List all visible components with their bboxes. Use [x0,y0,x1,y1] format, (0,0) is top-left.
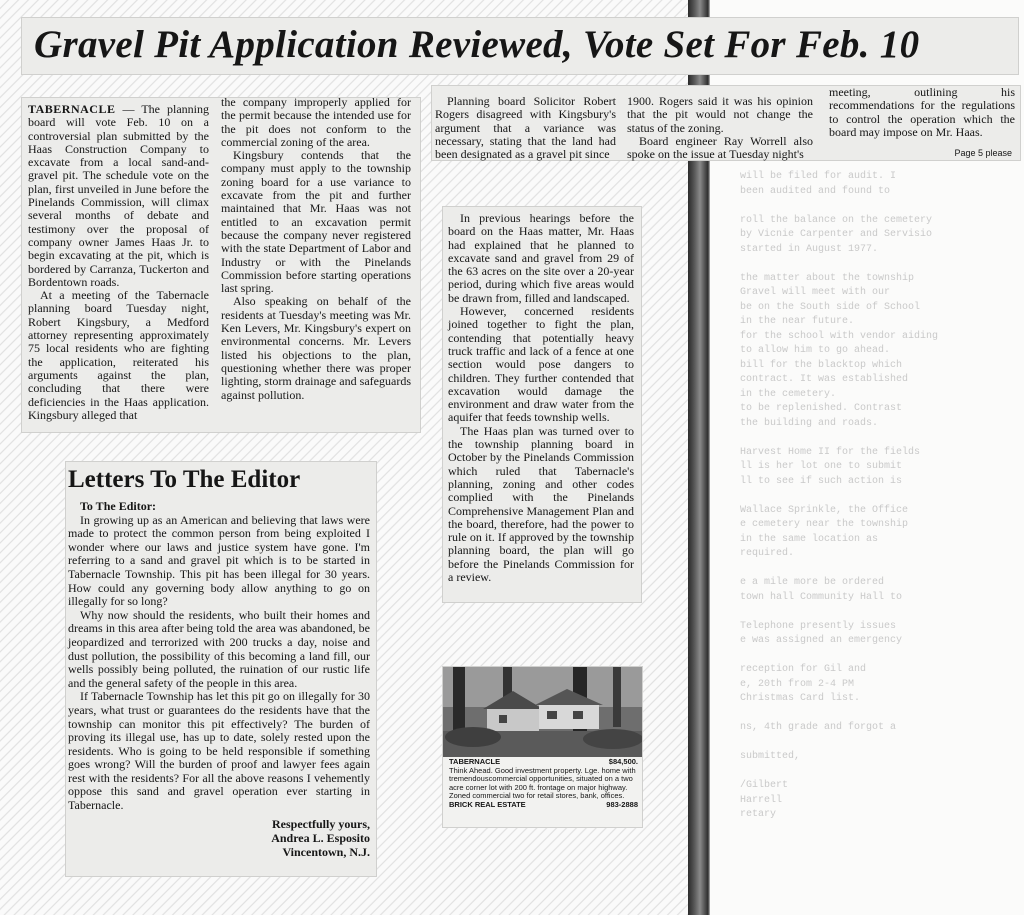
ghost-line: town hall Community Hall to [740,591,903,603]
letter-signature: Andrea L. Esposito [271,830,370,845]
ghost-line: Gravel will meet with our [740,287,891,298]
ad-agency: BRICK REAL ESTATE [449,799,526,809]
continuation-para-3: The Haas plan was turned over to the township planning board in October by the Pinelands Commission which ruled that Tabernacle's planning, zoning and other codes complied with the Pinelands Comprehensive Management Plan and the board, therefore, had the power to rule on it. If approved by the township planning board, the plan will go before the Pinelands Commission for a review. [448,423,634,585]
ghost-line: in the near future. [740,316,855,327]
ghost-line: required. [740,548,795,559]
continuation-para-1: In previous hearings before the board on the Haas matter, Mr. Haas had explained that he planned to excavate sand and gravel from 29 of the 63 acres on the site over a 20-year period, during which five areas would be drawn from, filled and landscaped. [448,211,634,305]
ghost-line: contract. It was established [740,374,909,385]
ghost-line [740,562,1020,577]
article-column-3 [435,95,616,161]
article-col1-para-2: At a meeting of the Tabernacle planning board Tuesday night, Robert Kingsbury, a Medford attorney representing approximately 75 local residents who are fighting the application, reiterated his arguments against the plan, concluding that there were deficiencies in the Haas application. Kingsbury alleged that [28,288,209,422]
ghost-line: ll to see if such action is [740,475,903,487]
article-column-4 [627,95,813,161]
ghost-line: retary [740,809,777,820]
continuation-column [448,212,634,584]
ghost-line: e was assigned an emergency [740,635,903,646]
ghost-line: in the cemetery. [740,388,837,400]
ad-price: $84,500. [608,757,638,766]
article-col5-para-1: meeting, outlining his recommendations for the regulations to control the operation which the board may impose on Mr. Haas. [829,85,1015,139]
continuation-clipping [443,207,641,602]
letter-closing: Respectfully yours, [272,816,370,831]
ghost-line: Telephone presently issues [740,620,897,632]
ghost-line: be on the South side of School [740,301,921,313]
headline: Gravel Pit Application Reviewed, Vote Set For Feb. 10 [34,23,920,66]
ghost-line: e cemetery near the township [740,519,909,530]
ghost-line: to be replenished. Contrast [740,403,903,414]
house-photo [443,667,642,757]
ghost-line: been audited and found to [740,185,891,197]
ghost-line: /Gilbert [740,780,789,791]
ghost-line [740,765,1020,780]
ghost-line [740,649,1020,664]
ghost-line: started in August 1977. [740,243,879,255]
letter-body [68,500,370,859]
ghost-line [740,736,1020,751]
article-col2-para-3: Also speaking on behalf of the residents at Tuesday's meeting was Mr. Ken Levers, Mr. Kingsbury's expert on environmental concerns. Mr. Levers listed his objections to the plan, questioning whether there was proper lighting, storm drainage and safeguards against pollution. [221,294,411,402]
article-col3-para-1: Planning board Solicitor Robert Rogers disagreed with Kingsbury's argument that a variance was necessary, stating that the land had been designated as a gravel pit since [435,94,616,162]
ad-copy [449,758,638,810]
article-column-5 [829,86,1015,139]
article-col2-para-2: Kingsbury contends that the company must apply to the township zoning board for a use variance to excavate from the pit and further maintained that Mr. Haas was not entitled to an excavation permit because the company never registered with the state Department of Labor and Industry or with the Pinelands Commission before starting operations last spring. [221,148,411,296]
ghost-line: Harrell [740,794,783,806]
ghost-line: reception for Gil and [740,664,867,675]
ghost-line: the matter about the township [740,272,915,284]
ghost-line: the building and roads. [740,417,879,429]
article-text: The planning board will vote Feb. 10 on a controversial plan submitted by the Haas Construction Company to excavate from a local sand-and-gravel pit. The schedule vote on the plan, first unveiled in June before the Pinelands Commission, will climax several months of debate and testimony over the proposal of company owner James Haas Jr. to begin excavating at the pit, which is bordered by Carranza, Tuckerton and Bordentown roads. [28,102,209,289]
continuation-para-2: However, concerned residents joined together to fight the plan, contending that potentially heavy truck traffic and lack of a fence at one section would pose dangers to children. They further contended that excavation would damage the environment and draw water from the aquifer that feeds township wells. [448,304,634,425]
ghost-line: submitted, [740,751,801,762]
letters-clipping [66,462,376,876]
letter-para-1: In growing up as an American and believing that laws were made to protect the common person from being exploited I wonder where our laws and justice system have gone. I'm referring to a sand and gravel pit which is to be started in Tabernacle Township. This pit has been illegal for 30 years. How could any governing body allow anything to go on illegally for so long? [68,512,370,609]
ad-description: Think Ahead. Good investment property. Lge. home with tremendouscommercial opportunities, situated on a two acre corner lot with 200 ft. frontage on major highway. Zoned commercial two for retail stores, bank, offices. [449,765,636,801]
ghost-line [740,605,1020,620]
ghost-line: ns, 4th grade and forgot a [740,722,897,733]
ghost-line: e, 20th from 2-4 PM [740,678,855,690]
ghost-line: Harvest Home II for the fields [740,446,921,458]
ad-phone: 983-2888 [606,799,638,809]
ad-town: TABERNACLE [449,757,501,766]
letter-para-3: If Tabernacle Township has let this pit go on illegally for 30 years, what trust or guarantees do the residents have that the township can monitor this pit effectively? The burden of proving its illegal use, has up to date, solely rested upon the residents. Who is going to be held responsible if something goes wrong? Will the burden of proof and lawyer fees again rest with the residents? For all the above reasons I vehemently oppose this sand and gravel operation ever starting in Tabernacle. [68,689,370,813]
ghost-line: e a mile more be ordered [740,577,885,588]
real-estate-ad [443,667,642,827]
article-col1-para-1 [28,103,209,289]
ghost-line: by Vicnie Carpenter and Servisio [740,229,933,240]
article-col4-para-1: 1900. Rogers said it was his opinion that the pit would not change the status of the zoning. [627,94,813,135]
page-reference: Page 5 please [954,148,1012,158]
ghost-line [740,431,1020,446]
ghost-line: will be filed for audit. I [740,171,897,182]
letter-signoff [68,817,370,859]
ghost-line [740,489,1020,504]
ghost-line: to allow him to go ahead. [740,345,891,356]
dateline: TABERNACLE [28,102,116,116]
article-column-1 [28,103,209,422]
article-col2-para-1: the company improperly applied for the permit because the intended use for the pit does not conform to the commercial zoning of the area. [221,95,411,149]
ghost-line [740,257,1020,272]
ghost-line: Wallace Sprinkle, the Office [740,504,909,516]
article-column-2 [221,96,411,402]
ad-footer-row [449,801,638,810]
headline-clipping [22,18,1018,74]
ghost-line: Christmas Card list. [740,693,861,704]
bleed-through-typewritten-text [740,170,1020,823]
letter-para-2: Why now should the residents, who built their homes and dreams in this area after being told the area was abandoned, be jeopardized and terrorized with 200 trucks a day, noise and dust pollution, the possibility of this becoming a land fill, our wells possibly being polluted, the ruination of our rustic life and the general safety of the people in this area. [68,607,370,690]
ghost-line [740,707,1020,722]
ghost-line: ll is her lot one to submit [740,461,903,472]
ghost-line [740,199,1020,214]
letter-salutation: To The Editor: [80,499,157,513]
ghost-line: for the school with vendor aiding [740,330,939,342]
article-col4-para-2: Board engineer Ray Worrell also spoke on the issue at Tuesday night's [627,133,813,162]
ghost-line: in the same location as [740,533,879,545]
letters-title: Letters To The Editor [68,466,301,493]
ghost-line: bill for the blacktop which [740,359,903,371]
dateline-dash: — [122,102,135,116]
ghost-line: roll the balance on the cemetery [740,214,933,226]
letter-location: Vincentown, N.J. [282,844,370,859]
